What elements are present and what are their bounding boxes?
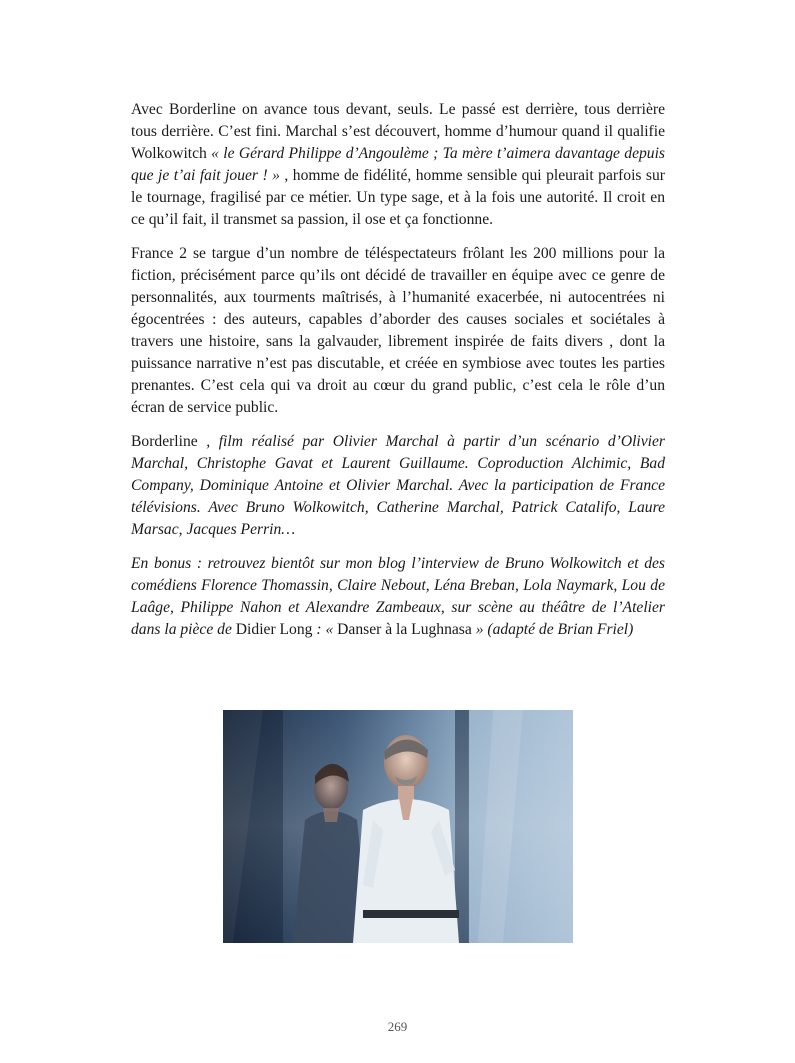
text-column	[131, 99, 665, 641]
play-author: Didier Long	[235, 621, 313, 638]
page-number: 269	[387, 1019, 408, 1034]
bonus-text-a: En bonus : retrouvez bientôt sur mon blog l’interview de Bruno Wolkowitch et des comédiens Florence Thomassin, Claire Nebout, Léna Breban, Lola Naymark, Lou de Laâge, Philippe Nahon et Alexandre Zambeaux, sur scène au théâtre de l’Atelier dans la pièce de	[131, 555, 665, 638]
photo-illustration	[223, 710, 573, 943]
bonus-text-c: » (adapté de Brian Friel)	[471, 621, 634, 638]
bonus-text-b: : «	[312, 621, 338, 638]
paragraph-1-quote: « le Gérard Philippe d’Angoulème ; Ta mère t’aimera davantage depuis que je t’ai fait jouer ! »	[131, 145, 665, 184]
paragraph-1-text-a: Avec Borderline on avance tous devant, seuls. Le passé est derrière, tous derrière tous derrière. C’est fini. Marchal s’est découvert, homme d’humour quand il qualifie Wolkowitch	[131, 101, 665, 162]
paragraph-1-text-b: , homme de fidélité, homme sensible qui pleurait parfois sur le tournage, fragilisé par ce métier. Un type sage, et à la fois une autorité. Il croit en ce qu’il fait, il transmet sa passion, il ose et ça fonctionne.	[131, 167, 665, 228]
paragraph-credits	[131, 431, 665, 541]
film-still-photo	[223, 710, 573, 943]
paragraph-france2: France 2 se targue d’un nombre de téléspectateurs frôlant les 200 millions pour la fiction, précisément parce qu’ils ont décidé de travailler en équipe avec ce genre de personnalités, aux tourments maîtrisés, à l’humanité exacerbée, ni autocentrées ni égocentrées : des auteurs, capables d’aborder des causes sociales et sociétales à travers une histoire, sans la galvauder, librement inspirée de faits divers , dont la puissance narrative n’est pas discutable, et créée en symbiose avec toutes les parties prenantes. C’est cela qui va droit au cœur du grand public, c’est cela le rôle d’un écran de service public.	[131, 245, 665, 416]
play-title: Danser à la Lughnasa	[337, 621, 472, 638]
paragraph-bonus	[131, 553, 665, 641]
film-credits: , film réalisé par Olivier Marchal à partir d’un scénario d’Olivier Marchal, Christophe Gavat et Laurent Guillaume. Coproduction Alchimic, Bad Company, Dominique Antoine et Olivier Marchal. Avec la participation de France télévisions. Avec Bruno Wolkowitch, Catherine Marchal, Patrick Catalifo, Laure Marsac, Jacques Perrin…	[131, 433, 665, 538]
film-title: Borderline	[131, 433, 198, 450]
paragraph-borderline-intro	[131, 99, 665, 231]
